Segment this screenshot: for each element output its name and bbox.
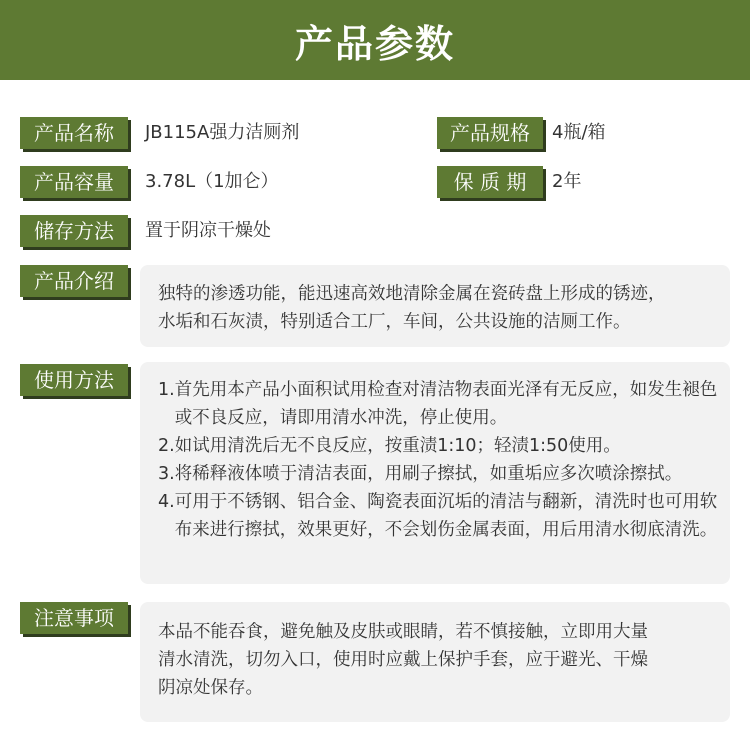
usage-step [158, 432, 720, 460]
intro-line: 独特的渗透功能，能迅速高效地清除金属在瓷砖盘上形成的锈迹， [158, 284, 666, 304]
notice-box [140, 602, 730, 722]
usage-step-number: 2. [158, 436, 175, 456]
storage-value: 置于阴凉干燥处 [145, 220, 271, 241]
notice-line: 清水清洗，切勿入口，使用时应戴上保护手套，应于避光、干燥 [158, 650, 648, 670]
usage-step-text: 首先用本产品小面积试用检查对清洁物表面光泽有无反应，如发生褪色或不良反应，请即用清水冲洗，停止使用。 [174, 380, 718, 428]
product-spec-value: 4瓶/箱 [552, 122, 606, 143]
intro-box [140, 265, 730, 347]
shelf-life-value: 2年 [552, 171, 582, 192]
usage-step-text: 可用于不锈钢、铝合金、陶瓷表面沉垢的清洁与翻新，清洗时也可用软布来进行擦拭，效果更好，不会划伤金属表面，用后用清水彻底清洗。 [174, 492, 718, 540]
notice-line: 阴凉处保存。 [158, 678, 263, 698]
usage-box [140, 362, 730, 584]
usage-step-number: 3. [158, 464, 175, 484]
usage-label: 使用方法 [20, 364, 128, 396]
usage-step-number: 4. [158, 492, 175, 512]
usage-step [158, 488, 720, 544]
intro-label: 产品介绍 [20, 265, 128, 297]
usage-step [158, 376, 720, 432]
product-spec-label: 产品规格 [437, 117, 543, 149]
usage-step [158, 460, 720, 488]
notice-line: 本品不能吞食，避免触及皮肤或眼睛，若不慎接触，立即用大量 [158, 622, 648, 642]
notice-label: 注意事项 [20, 602, 128, 634]
page-title: 产品参数 [0, 0, 750, 80]
usage-step-number: 1. [158, 380, 175, 400]
product-name-value: JB115A强力洁厕剂 [145, 122, 300, 143]
product-name-label: 产品名称 [20, 117, 128, 149]
usage-step-text: 将稀释液体喷于清洁表面，用刷子擦拭，如重垢应多次喷涂擦拭。 [174, 464, 683, 484]
product-capacity-label: 产品容量 [20, 166, 128, 198]
product-capacity-value: 3.78L（1加仑） [145, 171, 279, 192]
storage-label: 储存方法 [20, 215, 128, 247]
usage-step-text: 如试用清洗后无不良反应，按重渍1:10；轻渍1:50使用。 [174, 436, 621, 456]
shelf-life-label: 保 质 期 [437, 166, 543, 198]
intro-line: 水垢和石灰渍，特别适合工厂，车间，公共设施的洁厕工作。 [158, 312, 631, 332]
